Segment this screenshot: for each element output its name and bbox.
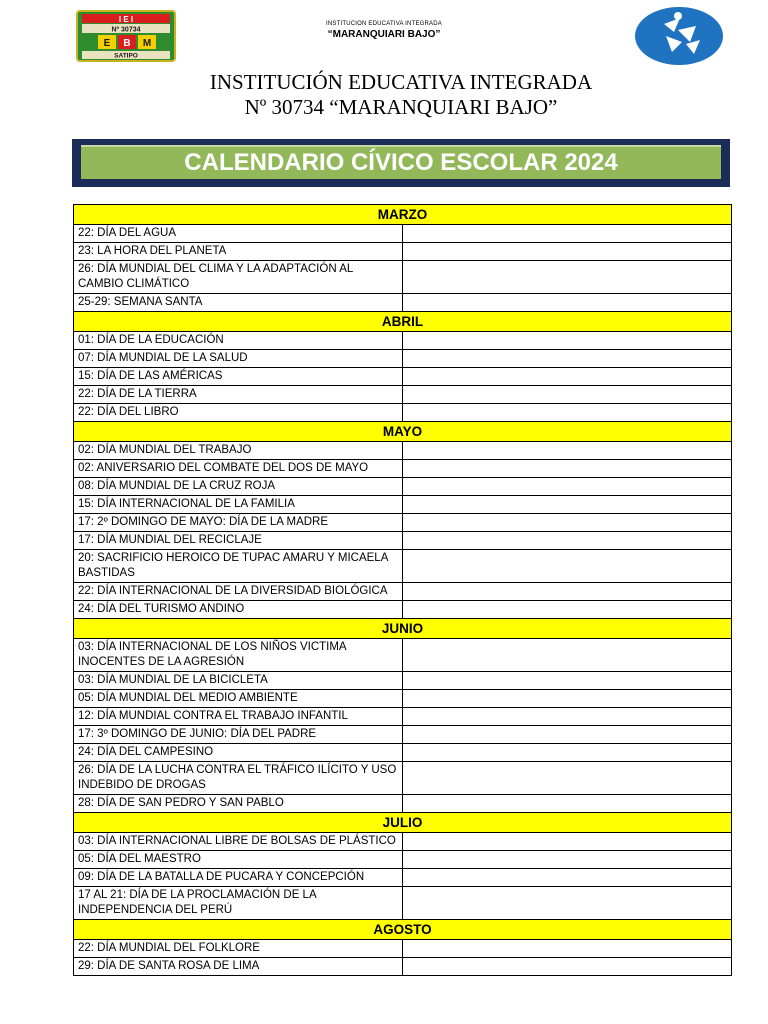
event-row xyxy=(74,762,732,795)
title-banner-fill xyxy=(81,145,721,179)
event-blank-cell xyxy=(403,478,732,496)
event-row xyxy=(74,887,732,920)
event-row xyxy=(74,460,732,478)
event-description: 20: SACRIFICIO HEROICO DE TUPAC AMARU Y MICAELA BASTIDAS xyxy=(74,550,403,583)
small-caption-line2: “MARANQUIARI BAJO” xyxy=(327,29,441,40)
event-blank-cell xyxy=(403,261,732,294)
event-description: 01: DÍA DE LA EDUCACIÓN xyxy=(74,332,403,350)
event-row xyxy=(74,261,732,294)
event-description: 26: DÍA DE LA LUCHA CONTRA EL TRÁFICO ILÍCITO Y USO INDEBIDO DE DROGAS xyxy=(74,762,403,795)
event-row xyxy=(74,350,732,368)
month-header-row xyxy=(74,920,732,940)
svg-text:I E I: I E I xyxy=(118,15,134,24)
civic-calendar-table xyxy=(73,204,732,976)
event-blank-cell xyxy=(403,532,732,550)
event-description: 22: DÍA DEL LIBRO xyxy=(74,404,403,422)
event-blank-cell xyxy=(403,404,732,422)
svg-text:E: E xyxy=(103,38,111,49)
event-blank-cell xyxy=(403,601,732,619)
event-description: 22: DÍA MUNDIAL DEL FOLKLORE xyxy=(74,940,403,958)
event-description: 17: 3º DOMINGO DE JUNIO: DÍA DEL PADRE xyxy=(74,726,403,744)
event-description: 24: DÍA DEL TURISMO ANDINO xyxy=(74,601,403,619)
event-description: 03: DÍA INTERNACIONAL DE LOS NIÑOS VICTIMA INOCENTES DE LA AGRESIÓN xyxy=(74,639,403,672)
month-name: ABRIL xyxy=(74,312,732,332)
event-row xyxy=(74,478,732,496)
event-row xyxy=(74,496,732,514)
event-row xyxy=(74,368,732,386)
event-row xyxy=(74,639,732,672)
event-blank-cell xyxy=(403,294,732,312)
event-row xyxy=(74,386,732,404)
svg-text:Nº 30734: Nº 30734 xyxy=(111,26,141,34)
event-description: 15: DÍA DE LAS AMÉRICAS xyxy=(74,368,403,386)
event-description: 15: DÍA INTERNACIONAL DE LA FAMILIA xyxy=(74,496,403,514)
svg-text:B: B xyxy=(123,38,131,49)
month-header-row xyxy=(74,205,732,225)
event-description: 23: LA HORA DEL PLANETA xyxy=(74,243,403,261)
event-description: 05: DÍA DEL MAESTRO xyxy=(74,851,403,869)
event-description: 02: DÍA MUNDIAL DEL TRABAJO xyxy=(74,442,403,460)
event-row xyxy=(74,708,732,726)
event-description: 17: 2º DOMINGO DE MAYO: DÍA DE LA MADRE xyxy=(74,514,403,532)
event-description: 07: DÍA MUNDIAL DE LA SALUD xyxy=(74,350,403,368)
event-description: 22: DÍA INTERNACIONAL DE LA DIVERSIDAD BIOLÓGICA xyxy=(74,583,403,601)
event-row xyxy=(74,672,732,690)
event-blank-cell xyxy=(403,726,732,744)
event-blank-cell xyxy=(403,386,732,404)
event-blank-cell xyxy=(403,583,732,601)
month-header-row xyxy=(74,422,732,442)
event-row xyxy=(74,243,732,261)
event-blank-cell xyxy=(403,869,732,887)
event-description: 24: DÍA DEL CAMPESINO xyxy=(74,744,403,762)
event-row xyxy=(74,601,732,619)
event-description: 22: DÍA DEL AGUA xyxy=(74,225,403,243)
month-name: MARZO xyxy=(74,205,732,225)
event-description: 28: DÍA DE SAN PEDRO Y SAN PABLO xyxy=(74,795,403,813)
event-blank-cell xyxy=(403,762,732,795)
event-blank-cell xyxy=(403,639,732,672)
event-description: 09: DÍA DE LA BATALLA DE PUCARA Y CONCEPCIÓN xyxy=(74,869,403,887)
event-blank-cell xyxy=(403,708,732,726)
event-description: 29: DÍA DE SANTA ROSA DE LIMA xyxy=(74,958,403,976)
event-blank-cell xyxy=(403,442,732,460)
event-row xyxy=(74,726,732,744)
event-row xyxy=(74,294,732,312)
event-blank-cell xyxy=(403,940,732,958)
event-row xyxy=(74,404,732,422)
event-row xyxy=(74,940,732,958)
event-description: 17: DÍA MUNDIAL DEL RECICLAJE xyxy=(74,532,403,550)
event-row xyxy=(74,744,732,762)
event-row xyxy=(74,225,732,243)
event-row xyxy=(74,690,732,708)
event-blank-cell xyxy=(403,243,732,261)
event-description: 12: DÍA MUNDIAL CONTRA EL TRABAJO INFANTIL xyxy=(74,708,403,726)
small-caption-line1: INSTITUCION EDUCATIVA INTEGRADA xyxy=(326,21,442,27)
event-row xyxy=(74,532,732,550)
event-row xyxy=(74,795,732,813)
title-banner xyxy=(72,139,730,187)
event-row xyxy=(74,851,732,869)
event-blank-cell xyxy=(403,795,732,813)
header-small-caption xyxy=(240,21,528,40)
event-row xyxy=(74,550,732,583)
calendar-body xyxy=(74,205,732,976)
event-row xyxy=(74,514,732,532)
month-name: AGOSTO xyxy=(74,920,732,940)
month-name: MAYO xyxy=(74,422,732,442)
month-header-row xyxy=(74,619,732,639)
event-description: 17 AL 21: DÍA DE LA PROCLAMACIÓN DE LA INDEPENDENCIA DEL PERÚ xyxy=(74,887,403,920)
event-blank-cell xyxy=(403,496,732,514)
event-blank-cell xyxy=(403,690,732,708)
month-name: JULIO xyxy=(74,813,732,833)
event-blank-cell xyxy=(403,460,732,478)
event-row xyxy=(74,442,732,460)
event-description: 08: DÍA MUNDIAL DE LA CRUZ ROJA xyxy=(74,478,403,496)
event-blank-cell xyxy=(403,851,732,869)
event-blank-cell xyxy=(403,368,732,386)
month-name: JUNIO xyxy=(74,619,732,639)
event-blank-cell xyxy=(403,350,732,368)
event-description: 02: ANIVERSARIO DEL COMBATE DEL DOS DE MAYO xyxy=(74,460,403,478)
event-blank-cell xyxy=(403,332,732,350)
event-row xyxy=(74,869,732,887)
event-blank-cell xyxy=(403,833,732,851)
event-row xyxy=(74,583,732,601)
svg-text:SATIPO: SATIPO xyxy=(114,52,138,60)
event-description: 25-29: SEMANA SANTA xyxy=(74,294,403,312)
institution-name: INSTITUCIÓN EDUCATIVA INTEGRADA xyxy=(209,70,593,94)
education-emblem-logo xyxy=(634,6,724,66)
event-description: 05: DÍA MUNDIAL DEL MEDIO AMBIENTE xyxy=(74,690,403,708)
month-header-row xyxy=(74,312,732,332)
event-description: 26: DÍA MUNDIAL DEL CLIMA Y LA ADAPTACIÓN AL CAMBIO CLIMÁTICO xyxy=(74,261,403,294)
event-row xyxy=(74,958,732,976)
event-blank-cell xyxy=(403,672,732,690)
page-title: CALENDARIO CÍVICO ESCOLAR 2024 xyxy=(184,149,618,176)
event-blank-cell xyxy=(403,958,732,976)
event-description: 22: DÍA DE LA TIERRA xyxy=(74,386,403,404)
institution-number: Nº 30734 “MARANQUIARI BAJO” xyxy=(244,95,558,119)
event-row xyxy=(74,332,732,350)
month-header-row xyxy=(74,813,732,833)
event-description: 03: DÍA INTERNACIONAL LIBRE DE BOLSAS DE PLÁSTICO xyxy=(74,833,403,851)
event-blank-cell xyxy=(403,550,732,583)
svg-text:M: M xyxy=(142,38,152,49)
event-description: 03: DÍA MUNDIAL DE LA BICICLETA xyxy=(74,672,403,690)
school-crest-logo xyxy=(76,10,176,62)
event-blank-cell xyxy=(403,225,732,243)
event-blank-cell xyxy=(403,887,732,920)
event-blank-cell xyxy=(403,744,732,762)
event-row xyxy=(74,833,732,851)
event-blank-cell xyxy=(403,514,732,532)
